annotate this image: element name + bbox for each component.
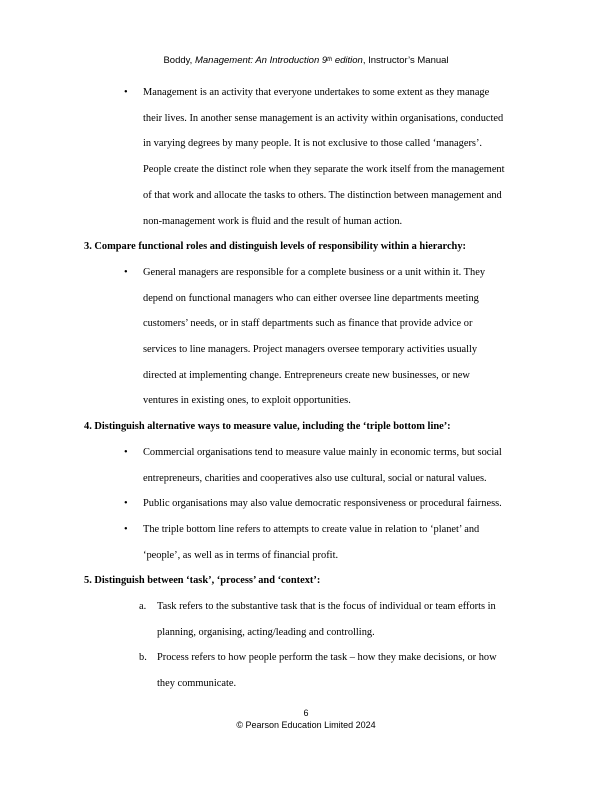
list-item-line: Management is an activity that everyone undertakes to some extent as they manage xyxy=(143,87,490,98)
bullet-icon: • xyxy=(124,523,128,535)
running-header xyxy=(0,55,612,67)
list-item-line: Public organisations may also value democratic responsiveness or procedural fairness. xyxy=(143,498,502,510)
list-item-line: Task refers to the substantive task that is the focus of individual or team efforts in xyxy=(157,601,496,612)
list-item-line: Commercial organisations tend to measure value mainly in economic terms, but social xyxy=(143,446,502,458)
bullet-icon: • xyxy=(124,266,128,278)
list-item-line: their lives. In another sense management is an activity within organisations, conducted xyxy=(143,112,504,124)
header-book-title: Management: An Introduction 9th edition xyxy=(194,55,363,66)
list-item-line: The triple bottom line refers to attempts to create value in relation to ‘planet’ and xyxy=(143,523,480,535)
list-letter-marker: a. xyxy=(139,601,147,612)
list-item-line: entrepreneurs, charities and cooperatives also use cultural, social or natural values. xyxy=(143,472,487,484)
list-item-line: customers’ needs, or in staff departments such as finance that provide advice or xyxy=(143,318,473,330)
section-heading: 3. Compare functional roles and distinguish levels of responsibility within a hierarchy: xyxy=(84,241,466,253)
list-item-line: non-management work is fluid and the result of human action. xyxy=(143,215,403,227)
list-item-line: Process refers to how people perform the task – how they make decisions, or how xyxy=(157,652,497,664)
page-number: 6 xyxy=(303,708,309,718)
section-heading: 4. Distinguish alternative ways to measure value, including the ‘triple bottom line’: xyxy=(84,421,451,433)
list-item-line: General managers are responsible for a complete business or a unit within it. They xyxy=(143,266,486,278)
bullet-icon: • xyxy=(124,498,128,510)
list-item-line: directed at implementing change. Entrepreneurs create new businesses, or new xyxy=(143,369,470,381)
list-item-line: ventures in existing ones, to exploit opportunities. xyxy=(143,395,351,407)
list-item-line: in varying degrees by many people. It is not exclusive to those called ‘managers’. xyxy=(143,138,483,150)
list-letter-marker: b. xyxy=(139,652,147,664)
copyright-notice: © Pearson Education Limited 2024 xyxy=(236,720,376,730)
list-item-line: ‘people’, as well as in terms of financial profit. xyxy=(143,549,339,561)
list-item-line: they communicate. xyxy=(157,678,237,690)
list-item-line: planning, organising, acting/leading and controlling. xyxy=(157,626,375,638)
header-suffix: , Instructor’s Manual xyxy=(362,55,449,66)
header-author: Boddy, xyxy=(163,55,195,66)
list-item-line: of that work and allocate the tasks to others. The distinction between management and xyxy=(143,189,502,201)
bullet-icon: • xyxy=(124,87,128,98)
section-heading: 5. Distinguish between ‘task’, ‘process’ and ‘context’: xyxy=(84,575,321,587)
bullet-icon: • xyxy=(124,446,128,458)
list-item-line: services to line managers. Project managers oversee temporary activities usually xyxy=(143,344,478,355)
list-item-line: People create the distinct role when they separate the work itself from the management xyxy=(143,164,505,176)
list-item-line: depend on functional managers who can either oversee line departments meeting xyxy=(143,292,479,304)
